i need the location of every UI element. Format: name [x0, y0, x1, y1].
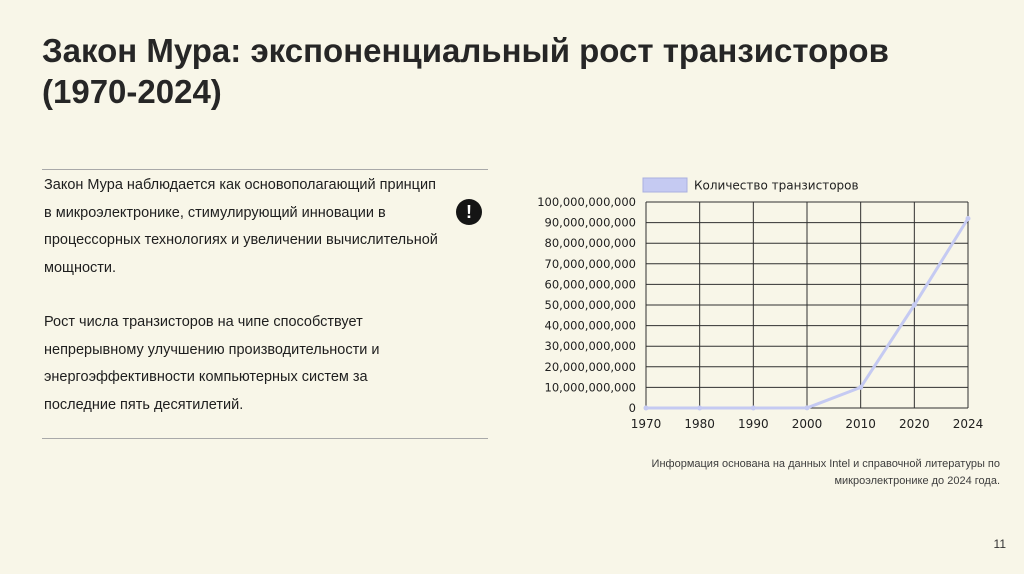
source-note: Информация основана на данных Intel и справочной литературы по микроэлектронике до 2024 года.	[651, 458, 1000, 487]
bottom-divider	[42, 438, 488, 439]
paragraph-transistor-growth: Рост числа транзисторов на чипе способствует непрерывному улучшению производительности и энергоэффективности компьютерных систем за последние пять десятилетий.	[44, 314, 380, 413]
y-tick-label: 50,000,000,000	[544, 298, 636, 312]
y-tick-label: 10,000,000,000	[544, 380, 636, 395]
legend-swatch	[643, 178, 687, 192]
page-number: 11	[993, 537, 1006, 551]
data-point	[858, 385, 863, 390]
data-point	[751, 405, 756, 410]
transistor-chart-svg	[518, 170, 994, 442]
data-point	[966, 216, 971, 221]
y-tick-label: 70,000,000,000	[544, 256, 636, 271]
x-tick-label: 1980	[684, 417, 715, 431]
top-divider	[42, 169, 488, 170]
transistor-chart	[518, 170, 994, 447]
x-tick-label: 1970	[630, 417, 662, 431]
data-point	[805, 405, 810, 410]
y-tick-label: 80,000,000,000	[544, 236, 636, 251]
data-point	[912, 303, 917, 308]
y-tick-label: 0	[628, 401, 636, 415]
x-tick-label: 2024	[952, 417, 984, 431]
y-tick-label: 90,000,000,000	[544, 215, 636, 230]
x-tick-label: 2000	[791, 417, 823, 431]
y-tick-label: 20,000,000,000	[544, 359, 636, 374]
y-tick-label: 100,000,000,000	[537, 195, 636, 209]
y-tick-label: 60,000,000,000	[544, 277, 636, 292]
y-tick-label: 30,000,000,000	[544, 339, 636, 354]
x-tick-label: 1990	[738, 417, 769, 431]
description-text	[44, 172, 439, 446]
data-point	[697, 405, 702, 410]
x-tick-label: 2020	[899, 417, 930, 431]
legend-label: Количество транзисторов	[694, 178, 859, 193]
paragraph-moore-law: Закон Мура наблюдается как основополагающий принцип в микроэлектронике, стимулирующий инновации в процессорных технологиях и увеличении вычислительной мощности.	[44, 177, 438, 276]
slide-title: Закон Мура: экспоненциальный рост транзисторов (1970-2024)	[42, 32, 889, 110]
data-point	[644, 406, 649, 411]
exclamation-circle-icon: !	[456, 199, 482, 225]
y-tick-label: 40,000,000,000	[544, 318, 636, 333]
x-tick-label: 2010	[845, 417, 876, 431]
